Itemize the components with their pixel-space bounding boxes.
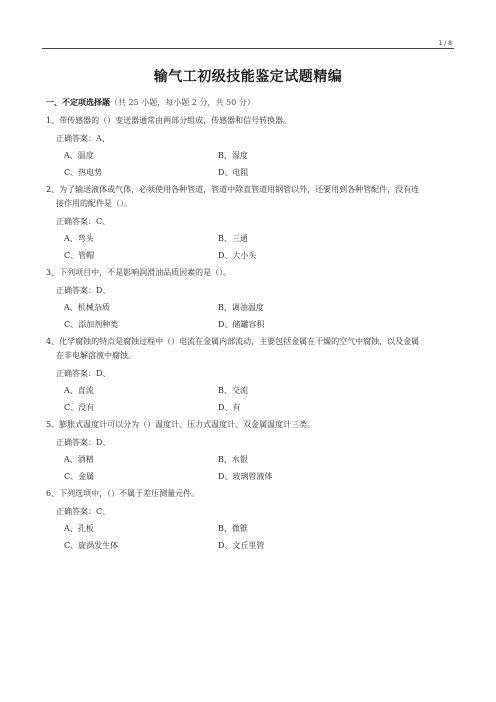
answer-option: C、管帽 [64,251,95,260]
question-line-1: 4、化学腐蚀的特点是腐蚀过程中（）电流在金属内部流动，主要包括金属在干燥的空气中腐蚀，以及金属 [46,337,420,346]
option-grid [46,230,456,264]
question-line-1: 5、膨胀式温度计可以分为（）温度计、压力式温度计、双金属温度计三类。 [46,420,316,429]
answer-option: A、机械杂质 [64,303,110,312]
answer-option: C、旋涡发生体 [64,541,119,550]
question-text [46,418,456,432]
option-grid [46,382,456,416]
option-grid [46,520,456,554]
correct-answer: 正确答案：A、 [56,134,110,143]
question-line-1: 6、下列选项中，（）不属于差压测量元件。 [46,489,200,498]
answer-option: A、酒精 [64,455,94,464]
question-line-2: 在非电解溶液中腐蚀。 [56,351,136,360]
option-grid [46,147,456,181]
section-heading [46,96,456,109]
section-label: 一、不定项选择题 [46,98,110,107]
question-line-1: 1、带传感器的（）变送器通常由两部分组成，传感器和信号转换器。 [46,116,292,125]
question-line-1: 3、下列项目中，不是影响润滑油品质因素的是（）。 [46,268,232,277]
answer-option: B、水银 [218,455,248,464]
answer-option: A、孔板 [64,524,94,533]
answer-option: C、添加剂种类 [64,320,119,329]
page-title: 输气工初级技能鉴定试题精编 [153,69,343,85]
answer-option: C、没有 [64,403,95,412]
answer-option: B、调油温度 [218,303,264,312]
answer-option: B、三通 [218,234,248,243]
question-text [46,114,456,128]
correct-answer: 正确答案：D、 [56,286,111,295]
question-item [46,266,456,333]
question-item [46,114,456,181]
answer-option: D、玻璃管液体 [218,472,273,481]
answer-option: A、弯头 [64,234,94,243]
question-item [46,335,456,416]
question-item [46,487,456,554]
answer-option: B、交流 [218,386,248,395]
answer-option: D、有 [218,403,241,412]
question-line-1: 2、为了输送液体或气体，必须使用各种管道，管道中除直管道用钢管以外，还要用到各种管配件，没有连 [46,185,420,194]
correct-answer: 正确答案：C、 [56,217,111,226]
answer-option: C、金属 [64,472,95,481]
question-line-2: 接作用的配件是（）。 [56,199,132,208]
correct-answer: 正确答案：D、 [56,438,111,447]
answer-option: A、温度 [64,151,94,160]
answer-option: D、电阻 [218,168,249,177]
answer-option: B、微锥 [218,524,248,533]
answer-option: B、湿度 [218,151,248,160]
answer-option: D、储罐容积 [218,320,265,329]
answer-option: C、热电势 [64,168,103,177]
document-body [46,96,456,556]
option-grid [46,299,456,333]
option-grid [46,451,456,485]
question-item [46,418,456,485]
question-text [46,335,456,363]
page-indicator: 1 / 8 [438,40,452,47]
correct-answer: 正确答案：D、 [56,369,111,378]
question-item [46,183,456,264]
answer-option: D、文丘里管 [218,541,265,550]
answer-option: A、直流 [64,386,94,395]
header-divider [42,48,454,49]
question-list [46,114,456,554]
question-text [46,487,456,501]
question-text [46,266,456,280]
question-text [46,183,456,211]
answer-option: D、大小头 [218,251,257,260]
section-note: （共 25 小题，每小题 2 分，共 50 分） [110,98,255,107]
correct-answer: 正确答案：C、 [56,507,111,516]
